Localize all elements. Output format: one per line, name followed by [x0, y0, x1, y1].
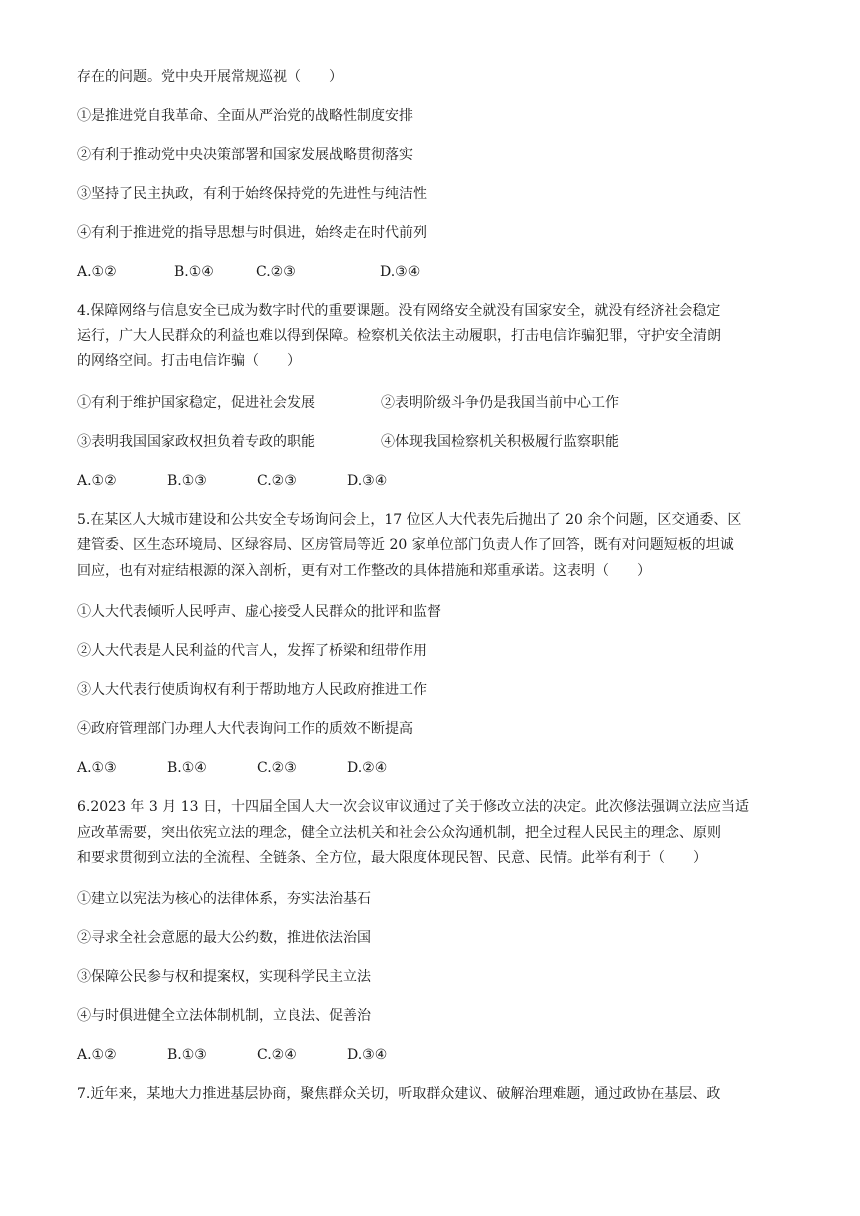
- option-c: C.②③: [256, 264, 296, 280]
- option-d: D.③④: [347, 1047, 388, 1063]
- question-4-stem-line-3: 的网络空间。打击电信诈骗（ ）: [77, 353, 301, 369]
- option-c: C.②③: [257, 760, 297, 776]
- question-6-options: [77, 1044, 437, 1066]
- option-a: A.①②: [77, 1047, 117, 1063]
- question-5-stem-line-1: 5.在某区人大城市建设和公共安全专场询问会上，17 位区人大代表先后抛出了 20 余个问题，区交通委、区: [77, 512, 742, 528]
- question-3-item-4: ④有利于推进党的指导思想与时俱进，始终走在时代前列: [77, 225, 427, 241]
- option-b: B.①③: [167, 1047, 207, 1063]
- question-5-stem-line-3: 回应，也有对症结根源的深入剖析，更有对工作整改的具体措施和郑重承诺。这表明（ ）: [77, 563, 651, 579]
- question-3-options: [77, 261, 420, 283]
- option-b: B.①④: [174, 264, 214, 280]
- option-d: D.③④: [347, 473, 388, 489]
- question-4-items-row-1: [77, 392, 619, 414]
- question-4-items-row-2: [77, 431, 619, 453]
- question-6-stem-line-2: 应改革需要，突出依宪立法的理念，健全立法机关和社会公众沟通机制，把全过程人民民主的理念、原则: [77, 825, 721, 841]
- option-b: B.①③: [167, 473, 207, 489]
- question-5-item-4: ④政府管理部门办理人大代表询问工作的质效不断提高: [77, 721, 413, 737]
- question-6-item-1: ①建立以宪法为核心的法律体系，夯实法治基石: [77, 891, 371, 907]
- question-5-item-3: ③人大代表行使质询权有利于帮助地方人民政府推进工作: [77, 682, 427, 698]
- option-a: A.①②: [77, 473, 117, 489]
- question-6-item-3: ③保障公民参与权和提案权，实现科学民主立法: [77, 969, 371, 985]
- question-4-item-4: ④体现我国检察机关积极履行监察职能: [381, 434, 619, 450]
- question-4-stem-line-1: 4.保障网络与信息安全已成为数字时代的重要课题。没有网络安全就没有国家安全，就没有经济社会稳定: [77, 303, 721, 319]
- option-c: C.②③: [257, 473, 297, 489]
- option-a: A.①③: [77, 760, 117, 776]
- question-4-item-1: ①有利于维护国家稳定，促进社会发展: [77, 395, 315, 411]
- option-b: B.①④: [167, 760, 207, 776]
- question-3-stem: 存在的问题。党中央开展常规巡视（ ）: [77, 69, 343, 85]
- question-4-item-2: ②表明阶级斗争仍是我国当前中心工作: [381, 395, 619, 411]
- option-c: C.②④: [257, 1047, 297, 1063]
- question-3-item-2: ②有利于推动党中央决策部署和国家发展战略贯彻落实: [77, 147, 413, 163]
- question-4-options: [77, 470, 437, 492]
- question-5-item-2: ②人大代表是人民利益的代言人，发挥了桥梁和纽带作用: [77, 643, 427, 659]
- question-5-item-1: ①人大代表倾听人民呼声、虚心接受人民群众的批评和监督: [77, 604, 441, 620]
- question-7-stem-line-1: 7.近年来，某地大力推进基层协商，聚焦群众关切，听取群众建议、破解治理难题，通过政协在基层、政: [77, 1086, 721, 1102]
- question-4-item-3: ③表明我国国家政权担负着专政的职能: [77, 434, 315, 450]
- question-4-stem-line-2: 运行，广大人民群众的利益也难以得到保障。检察机关依法主动履职，打击电信诈骗犯罪，守护安全清朗: [77, 328, 721, 344]
- question-5-stem-line-2: 建管委、区生态环境局、区绿容局、区房管局等近 20 家单位部门负责人作了回答，既有对问题短板的坦诚: [77, 537, 734, 553]
- option-d: D.②④: [347, 760, 388, 776]
- question-6-item-4: ④与时俱进健全立法体制机制，立良法、促善治: [77, 1008, 371, 1024]
- question-6-item-2: ②寻求全社会意愿的最大公约数，推进依法治国: [77, 930, 371, 946]
- question-3-item-3: ③坚持了民主执政，有利于始终保持党的先进性与纯洁性: [77, 186, 427, 202]
- option-a: A.①②: [77, 264, 117, 280]
- question-3-item-1: ①是推进党自我革命、全面从严治党的战略性制度安排: [77, 108, 413, 124]
- option-d: D.③④: [380, 264, 421, 280]
- question-5-options: [77, 757, 437, 779]
- question-6-stem-line-1: 6.2023 年 3 月 13 日，十四届全国人大一次会议审议通过了关于修改立法的决定。此次修法强调立法应当适: [77, 799, 749, 815]
- question-6-stem-line-3: 和要求贯彻到立法的全流程、全链条、全方位，最大限度体现民智、民意、民情。此举有利于（ ）: [77, 850, 707, 866]
